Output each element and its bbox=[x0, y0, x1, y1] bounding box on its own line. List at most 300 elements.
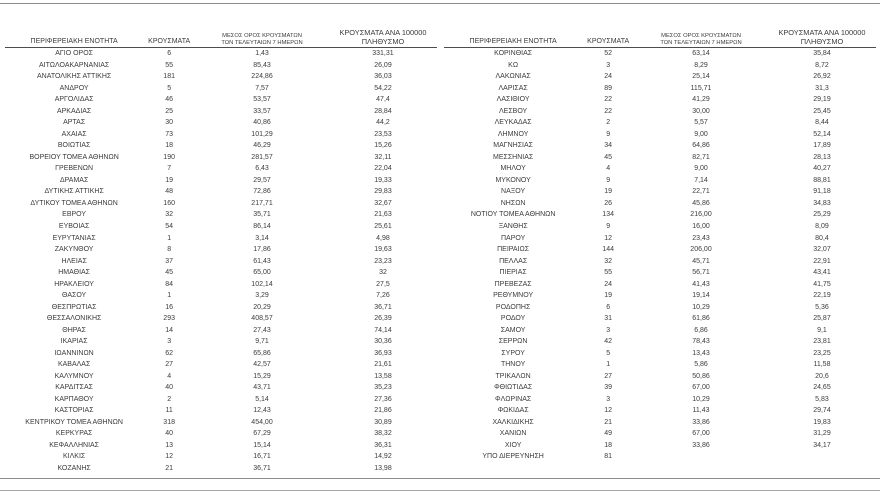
cell-avg-7day: 45,86 bbox=[692, 199, 710, 207]
cell-region: ΚΩ bbox=[508, 61, 519, 69]
cell-avg-7day: 16,71 bbox=[253, 453, 271, 461]
table-row bbox=[444, 290, 876, 302]
cell-per-100k: 91,18 bbox=[813, 188, 831, 196]
header-cases: ΚΡΟΥΣΜΑΤΑ bbox=[587, 38, 630, 46]
regional-cases-table-right bbox=[444, 16, 876, 474]
table-body bbox=[444, 48, 876, 463]
cell-avg-7day: 10,29 bbox=[692, 303, 710, 311]
cell-cases: 5 bbox=[167, 84, 172, 92]
cell-region: ΦΛΩΡΙΝΑΣ bbox=[495, 395, 532, 403]
cell-per-100k: 35,23 bbox=[374, 384, 392, 392]
cell-avg-7day: 11,43 bbox=[692, 407, 710, 415]
cell-region: ΞΑΝΘΗΣ bbox=[498, 222, 528, 230]
cell-per-100k: 22,04 bbox=[374, 165, 392, 173]
cell-region: ΣΕΡΡΩΝ bbox=[498, 338, 528, 346]
cell-avg-7day: 7,14 bbox=[694, 176, 708, 184]
table-row bbox=[5, 463, 437, 475]
table-row bbox=[5, 393, 437, 405]
cell-cases: 26 bbox=[604, 199, 613, 207]
table-row bbox=[444, 451, 876, 463]
cell-region: ΑΡΚΑΔΙΑΣ bbox=[56, 107, 92, 115]
table-row bbox=[5, 129, 437, 141]
cell-per-100k: 31,3 bbox=[815, 84, 829, 92]
table-row bbox=[5, 313, 437, 325]
table-row bbox=[444, 359, 876, 371]
header-per-100k-line1: ΚΡΟΥΣΜΑΤΑ ΑΝΑ 100000 bbox=[339, 29, 427, 38]
cell-cases: 37 bbox=[165, 257, 174, 265]
cell-cases: 39 bbox=[604, 384, 613, 392]
cell-cases: 7 bbox=[167, 165, 172, 173]
cell-region: ΘΕΣΠΡΩΤΙΑΣ bbox=[51, 303, 97, 311]
cell-avg-7day: 67,00 bbox=[692, 384, 710, 392]
cell-cases: 4 bbox=[606, 165, 611, 173]
cell-region: ΘΕΣΣΑΛΟΝΙΚΗΣ bbox=[46, 315, 102, 323]
table-row bbox=[444, 301, 876, 313]
table-row bbox=[5, 244, 437, 256]
table-row bbox=[5, 209, 437, 221]
cell-cases: 45 bbox=[165, 269, 174, 277]
cell-per-100k: 27,36 bbox=[374, 395, 392, 403]
cell-avg-7day: 16,00 bbox=[692, 222, 710, 230]
table-row bbox=[444, 336, 876, 348]
table-row bbox=[5, 117, 437, 129]
table-row bbox=[444, 313, 876, 325]
cell-region: ΒΟΙΩΤΙΑΣ bbox=[57, 142, 91, 150]
cell-region: ΑΙΤΩΛΟΑΚΑΡΝΑΝΙΑΣ bbox=[38, 61, 110, 69]
cell-avg-7day: 33,86 bbox=[692, 441, 710, 449]
cell-cases: 19 bbox=[165, 176, 174, 184]
cell-per-100k: 32,67 bbox=[374, 199, 392, 207]
cell-cases: 14 bbox=[165, 326, 174, 334]
cell-per-100k: 36,31 bbox=[374, 441, 392, 449]
cell-cases: 160 bbox=[163, 199, 175, 207]
table-row bbox=[444, 428, 876, 440]
cell-region: ΛΑΡΙΣΑΣ bbox=[498, 84, 528, 92]
table-row bbox=[5, 60, 437, 72]
cell-per-100k: 17,89 bbox=[813, 142, 831, 150]
cell-cases: 6 bbox=[167, 50, 172, 58]
table-row bbox=[444, 209, 876, 221]
cell-per-100k: 8,72 bbox=[815, 61, 829, 69]
cell-avg-7day: 30,00 bbox=[692, 107, 710, 115]
cell-cases: 40 bbox=[165, 430, 174, 438]
cell-avg-7day: 6,86 bbox=[694, 326, 708, 334]
cell-avg-7day: 43,71 bbox=[253, 384, 271, 392]
table-row bbox=[444, 186, 876, 198]
table-row bbox=[444, 324, 876, 336]
cell-region: ΑΧΑΪΑΣ bbox=[61, 130, 87, 138]
cell-per-100k: 5,36 bbox=[815, 303, 829, 311]
cell-avg-7day: 224,86 bbox=[251, 73, 273, 81]
cell-region: ΤΡΙΚΑΛΩΝ bbox=[495, 372, 531, 380]
cell-cases: 55 bbox=[165, 61, 174, 69]
cell-region: ΑΝΑΤΟΛΙΚΗΣ ΑΤΤΙΚΗΣ bbox=[36, 73, 112, 81]
cell-cases: 9 bbox=[606, 222, 611, 230]
cell-region: ΛΕΣΒΟΥ bbox=[499, 107, 528, 115]
cell-avg-7day: 9,71 bbox=[255, 338, 269, 346]
table-row bbox=[5, 83, 437, 95]
cell-region: ΗΡΑΚΛΕΙΟΥ bbox=[54, 280, 94, 288]
cell-per-100k: 34,17 bbox=[813, 441, 831, 449]
cell-per-100k: 36,71 bbox=[374, 303, 392, 311]
table-row bbox=[5, 324, 437, 336]
cell-region: ΚΟΡΙΝΘΙΑΣ bbox=[494, 50, 533, 58]
table-row bbox=[5, 440, 437, 452]
cell-cases: 1 bbox=[606, 361, 611, 369]
cell-per-100k: 28,13 bbox=[813, 153, 831, 161]
cell-per-100k: 15,26 bbox=[374, 142, 392, 150]
cell-region: ΗΜΑΘΙΑΣ bbox=[58, 269, 91, 277]
cell-per-100k: 11,58 bbox=[813, 361, 831, 369]
table-row bbox=[444, 244, 876, 256]
table-row bbox=[5, 336, 437, 348]
cell-region: ΣΥΡΟΥ bbox=[501, 349, 525, 357]
cell-per-100k: 7,26 bbox=[376, 292, 390, 300]
cell-avg-7day: 25,14 bbox=[692, 73, 710, 81]
cell-avg-7day: 65,00 bbox=[253, 269, 271, 277]
table-row bbox=[444, 405, 876, 417]
table-row bbox=[444, 106, 876, 118]
bottom-divider-1 bbox=[0, 478, 880, 480]
cell-cases: 73 bbox=[165, 130, 174, 138]
table-row bbox=[5, 232, 437, 244]
cell-cases: 12 bbox=[604, 407, 613, 415]
table-row bbox=[444, 175, 876, 187]
cell-per-100k: 40,27 bbox=[813, 165, 831, 173]
cell-avg-7day: 86,14 bbox=[253, 222, 271, 230]
cell-per-100k: 38,32 bbox=[374, 430, 392, 438]
cell-per-100k: 26,92 bbox=[813, 73, 831, 81]
table-row bbox=[444, 278, 876, 290]
cell-region: ΡΟΔΟΥ bbox=[500, 315, 526, 323]
table-row bbox=[5, 186, 437, 198]
cell-per-100k: 23,23 bbox=[374, 257, 392, 265]
cell-region: ΡΕΘΥΜΝΟΥ bbox=[493, 292, 534, 300]
cell-region: ΝΗΣΩΝ bbox=[500, 199, 526, 207]
cell-cases: 46 bbox=[165, 96, 174, 104]
cell-avg-7day: 67,00 bbox=[692, 430, 710, 438]
cell-cases: 293 bbox=[163, 315, 175, 323]
header-per-100k-line2: ΠΛΗΘΥΣΜΟ bbox=[800, 36, 844, 46]
cell-per-100k: 28,84 bbox=[374, 107, 392, 115]
table-row bbox=[5, 140, 437, 152]
table-row bbox=[444, 117, 876, 129]
cell-avg-7day: 12,43 bbox=[253, 407, 271, 415]
table-row bbox=[5, 163, 437, 175]
cell-avg-7day: 33,86 bbox=[692, 418, 710, 426]
cell-region: ΚΕΡΚΥΡΑΣ bbox=[55, 430, 93, 438]
cell-per-100k: 31,29 bbox=[813, 430, 831, 438]
tables-container bbox=[5, 16, 876, 474]
cell-avg-7day: 10,29 bbox=[692, 395, 710, 403]
cell-cases: 40 bbox=[165, 384, 174, 392]
cell-avg-7day: 36,71 bbox=[253, 464, 271, 472]
table-row bbox=[5, 428, 437, 440]
cell-region: ΜΑΓΝΗΣΙΑΣ bbox=[493, 142, 533, 150]
cell-region: ΚΕΦΑΛΛΗΝΙΑΣ bbox=[49, 441, 100, 449]
cell-region: ΠΡΕΒΕΖΑΣ bbox=[494, 280, 532, 288]
table-row bbox=[444, 382, 876, 394]
cell-cases: 34 bbox=[604, 142, 613, 150]
cell-avg-7day: 1,43 bbox=[255, 50, 269, 58]
cell-avg-7day: 82,71 bbox=[692, 153, 710, 161]
top-divider bbox=[0, 3, 880, 4]
table-row bbox=[5, 290, 437, 302]
cell-avg-7day: 217,71 bbox=[251, 199, 273, 207]
cell-cases: 25 bbox=[165, 107, 174, 115]
cell-avg-7day: 6,43 bbox=[255, 165, 269, 173]
cell-per-100k: 9,1 bbox=[817, 326, 827, 334]
cell-avg-7day: 5,14 bbox=[255, 395, 269, 403]
cell-per-100k: 331,31 bbox=[372, 50, 394, 58]
cell-cases: 49 bbox=[604, 430, 613, 438]
cell-region: ΔΥΤΙΚΟΥ ΤΟΜΕΑ ΑΘΗΝΩΝ bbox=[30, 199, 118, 207]
header-avg-7day-line2: ΤΩΝ ΤΕΛΕΥΤΑΙΩΝ 7 ΗΜΕΡΩΝ bbox=[660, 39, 742, 46]
cell-per-100k: 22,91 bbox=[813, 257, 831, 265]
cell-cases: 2 bbox=[167, 395, 172, 403]
cell-cases: 19 bbox=[604, 292, 613, 300]
cell-per-100k: 24,65 bbox=[813, 384, 831, 392]
cell-avg-7day: 13,43 bbox=[692, 349, 710, 357]
cell-avg-7day: 46,29 bbox=[253, 142, 271, 150]
cell-per-100k: 21,61 bbox=[374, 361, 392, 369]
cell-region: ΕΥΒΟΙΑΣ bbox=[58, 222, 90, 230]
table-row bbox=[5, 94, 437, 106]
cell-cases: 31 bbox=[604, 315, 613, 323]
header-avg-7day bbox=[634, 33, 768, 46]
cell-region: ΜΗΛΟΥ bbox=[500, 165, 526, 173]
cell-cases: 42 bbox=[604, 338, 613, 346]
cell-region: ΥΠΟ ΔΙΕΡΕΥΝΗΣΗ bbox=[482, 453, 544, 461]
cell-cases: 3 bbox=[167, 338, 172, 346]
cell-region: ΜΥΚΟΝΟΥ bbox=[495, 176, 531, 184]
cell-region: ΚΑΣΤΟΡΙΑΣ bbox=[54, 407, 94, 415]
cell-per-100k: 88,81 bbox=[813, 176, 831, 184]
cell-avg-7day: 3,14 bbox=[255, 234, 269, 242]
cell-avg-7day: 35,71 bbox=[253, 211, 271, 219]
cell-cases: 134 bbox=[602, 211, 614, 219]
table-row bbox=[444, 60, 876, 72]
bottom-divider-2 bbox=[0, 490, 880, 491]
cell-region: ΠΙΕΡΙΑΣ bbox=[499, 269, 527, 277]
cell-per-100k: 20,6 bbox=[815, 372, 829, 380]
cell-region: ΚΙΛΚΙΣ bbox=[63, 453, 86, 461]
header-cases: ΚΡΟΥΣΜΑΤΑ bbox=[148, 38, 191, 46]
cell-cases: 32 bbox=[165, 211, 174, 219]
cell-region: ΓΡΕΒΕΝΩΝ bbox=[55, 165, 94, 173]
cell-cases: 22 bbox=[604, 107, 613, 115]
cell-cases: 27 bbox=[604, 372, 613, 380]
cell-region: ΔΥΤΙΚΗΣ ΑΤΤΙΚΗΣ bbox=[44, 188, 104, 196]
cell-per-100k: 32 bbox=[379, 269, 387, 277]
cell-avg-7day: 281,57 bbox=[251, 153, 273, 161]
cell-region: ΚΑΒΑΛΑΣ bbox=[57, 361, 91, 369]
cell-per-100k: 35,84 bbox=[813, 50, 831, 58]
cell-per-100k: 13,98 bbox=[374, 464, 392, 472]
cell-per-100k: 22,19 bbox=[813, 292, 831, 300]
cell-cases: 318 bbox=[163, 418, 175, 426]
table-row bbox=[444, 255, 876, 267]
table-row bbox=[444, 370, 876, 382]
cell-cases: 2 bbox=[606, 119, 611, 127]
cell-cases: 190 bbox=[163, 153, 175, 161]
cell-cases: 9 bbox=[606, 176, 611, 184]
cell-region: ΚΑΛΥΜΝΟΥ bbox=[54, 372, 94, 380]
table-row bbox=[444, 129, 876, 141]
cell-per-100k: 26,09 bbox=[374, 61, 392, 69]
table-row bbox=[5, 175, 437, 187]
cell-region: ΝΟΤΙΟΥ ΤΟΜΕΑ ΑΘΗΝΩΝ bbox=[470, 211, 556, 219]
cell-cases: 55 bbox=[604, 269, 613, 277]
cell-cases: 27 bbox=[165, 361, 174, 369]
cell-per-100k: 8,09 bbox=[815, 222, 829, 230]
header-region: ΠΕΡΙΦΕΡΕΙΑΚΗ ΕΝΟΤΗΤΑ bbox=[30, 38, 118, 46]
cell-per-100k: 41,75 bbox=[813, 280, 831, 288]
cell-cases: 30 bbox=[165, 119, 174, 127]
cell-avg-7day: 5,57 bbox=[694, 119, 708, 127]
cell-region: ΤΗΝΟΥ bbox=[500, 361, 526, 369]
cell-region: ΑΝΔΡΟΥ bbox=[59, 84, 89, 92]
cell-avg-7day: 19,14 bbox=[692, 292, 710, 300]
cell-cases: 12 bbox=[604, 234, 613, 242]
table-row bbox=[5, 106, 437, 118]
cell-avg-7day: 29,57 bbox=[253, 176, 271, 184]
cell-cases: 12 bbox=[165, 453, 174, 461]
cell-region: ΚΑΡΔΙΤΣΑΣ bbox=[55, 384, 93, 392]
table-row bbox=[5, 359, 437, 371]
cell-avg-7day: 63,14 bbox=[692, 50, 710, 58]
cell-region: ΗΛΕΙΑΣ bbox=[61, 257, 87, 265]
cell-cases: 81 bbox=[604, 453, 613, 461]
cell-avg-7day: 216,00 bbox=[690, 211, 712, 219]
cell-per-100k: 29,19 bbox=[813, 96, 831, 104]
cell-avg-7day: 85,43 bbox=[253, 61, 271, 69]
table-row bbox=[444, 94, 876, 106]
cell-cases: 1 bbox=[167, 234, 172, 242]
cell-region: ΙΩΑΝΝΙΝΩΝ bbox=[54, 349, 94, 357]
header-region: ΠΕΡΙΦΕΡΕΙΑΚΗ ΕΝΟΤΗΤΑ bbox=[469, 38, 557, 46]
cell-cases: 13 bbox=[165, 441, 174, 449]
cell-cases: 11 bbox=[165, 407, 173, 415]
cell-region: ΑΡΤΑΣ bbox=[63, 119, 86, 127]
header-per-100k-line2: ΠΛΗΘΥΣΜΟ bbox=[361, 36, 405, 46]
regional-cases-table-left bbox=[5, 16, 437, 474]
table-row bbox=[444, 267, 876, 279]
cell-region: ΚΟΖΑΝΗΣ bbox=[57, 464, 91, 472]
cell-per-100k: 32,07 bbox=[813, 246, 831, 254]
cell-avg-7day: 65,86 bbox=[253, 349, 271, 357]
table-row bbox=[5, 255, 437, 267]
cell-region: ΠΕΙΡΑΙΩΣ bbox=[497, 246, 530, 254]
header-avg-7day bbox=[195, 33, 329, 46]
cell-avg-7day: 33,57 bbox=[253, 107, 271, 115]
cell-avg-7day: 42,57 bbox=[253, 361, 271, 369]
cell-avg-7day: 206,00 bbox=[690, 246, 712, 254]
cell-region: ΒΟΡΕΙΟΥ ΤΟΜΕΑ ΑΘΗΝΩΝ bbox=[29, 153, 119, 161]
cell-region: ΧΑΝΙΩΝ bbox=[499, 430, 527, 438]
cell-cases: 3 bbox=[606, 61, 611, 69]
table-row bbox=[5, 198, 437, 210]
cell-per-100k: 43,41 bbox=[813, 269, 831, 277]
table-row bbox=[5, 370, 437, 382]
table-row bbox=[444, 71, 876, 83]
cell-per-100k: 29,74 bbox=[813, 407, 831, 415]
table-row bbox=[5, 301, 437, 313]
cell-cases: 3 bbox=[606, 326, 611, 334]
cell-cases: 21 bbox=[165, 464, 174, 472]
cell-region: ΕΒΡΟΥ bbox=[62, 211, 87, 219]
cell-avg-7day: 15,29 bbox=[253, 372, 271, 380]
header-avg-7day-line2: ΤΩΝ ΤΕΛΕΥΤΑΙΩΝ 7 ΗΜΕΡΩΝ bbox=[221, 39, 303, 46]
cell-cases: 21 bbox=[604, 418, 613, 426]
table-row bbox=[444, 198, 876, 210]
header-per-100k bbox=[329, 29, 437, 46]
cell-region: ΚΕΝΤΡΙΚΟΥ ΤΟΜΕΑ ΑΘΗΝΩΝ bbox=[25, 418, 123, 426]
cell-avg-7day: 15,14 bbox=[253, 441, 271, 449]
cell-cases: 18 bbox=[604, 441, 613, 449]
cell-avg-7day: 20,29 bbox=[253, 303, 271, 311]
cell-avg-7day: 115,71 bbox=[690, 84, 712, 92]
cell-avg-7day: 27,43 bbox=[253, 326, 271, 334]
cell-avg-7day: 102,14 bbox=[251, 280, 273, 288]
header-avg-7day-line1: ΜΕΣΟΣ ΟΡΟΣ ΚΡΟΥΣΜΑΤΩΝ bbox=[222, 33, 302, 40]
cell-avg-7day: 64,86 bbox=[692, 142, 710, 150]
cell-cases: 8 bbox=[167, 246, 172, 254]
cell-per-100k: 30,36 bbox=[374, 338, 392, 346]
table-row bbox=[5, 405, 437, 417]
cell-avg-7day: 41,29 bbox=[692, 96, 710, 104]
cell-per-100k: 14,92 bbox=[374, 453, 392, 461]
cell-cases: 9 bbox=[606, 130, 611, 138]
cell-region: ΠΑΡΟΥ bbox=[500, 234, 526, 242]
table-row bbox=[5, 451, 437, 463]
table-row bbox=[444, 440, 876, 452]
table-header-row bbox=[444, 16, 876, 48]
cell-cases: 22 bbox=[604, 96, 613, 104]
table-row bbox=[444, 347, 876, 359]
cell-avg-7day: 61,86 bbox=[692, 315, 710, 323]
table-row bbox=[5, 267, 437, 279]
cell-region: ΛΑΣΙΘΙΟΥ bbox=[496, 96, 530, 104]
cell-region: ΙΚΑΡΙΑΣ bbox=[60, 338, 88, 346]
cell-avg-7day: 53,57 bbox=[253, 96, 271, 104]
cell-cases: 45 bbox=[604, 153, 613, 161]
cell-per-100k: 47,4 bbox=[376, 96, 390, 104]
cell-avg-7day: 9,00 bbox=[694, 130, 708, 138]
cell-region: ΦΘΙΩΤΙΔΑΣ bbox=[494, 384, 533, 392]
cell-per-100k: 21,86 bbox=[374, 407, 392, 415]
cell-avg-7day: 61,43 bbox=[253, 257, 271, 265]
cell-region: ΚΑΡΠΑΘΟΥ bbox=[54, 395, 94, 403]
cell-cases: 181 bbox=[163, 73, 175, 81]
table-row bbox=[444, 163, 876, 175]
cell-region: ΘΑΣΟΥ bbox=[62, 292, 87, 300]
cell-region: ΣΑΜΟΥ bbox=[500, 326, 526, 334]
cell-per-100k: 23,53 bbox=[374, 130, 392, 138]
cell-avg-7day: 9,00 bbox=[694, 165, 708, 173]
cell-region: ΛΗΜΝΟΥ bbox=[497, 130, 529, 138]
cell-per-100k: 26,39 bbox=[374, 315, 392, 323]
cell-per-100k: 5,83 bbox=[815, 395, 829, 403]
cell-per-100k: 32,11 bbox=[374, 153, 392, 161]
cell-region: ΜΕΣΣΗΝΙΑΣ bbox=[493, 153, 534, 161]
cell-region: ΑΓΙΟ ΟΡΟΣ bbox=[55, 50, 93, 58]
cell-region: ΔΡΑΜΑΣ bbox=[59, 176, 89, 184]
table-row bbox=[5, 71, 437, 83]
cell-per-100k: 8,44 bbox=[815, 119, 829, 127]
table-row bbox=[444, 48, 876, 60]
cell-avg-7day: 101,29 bbox=[251, 130, 273, 138]
